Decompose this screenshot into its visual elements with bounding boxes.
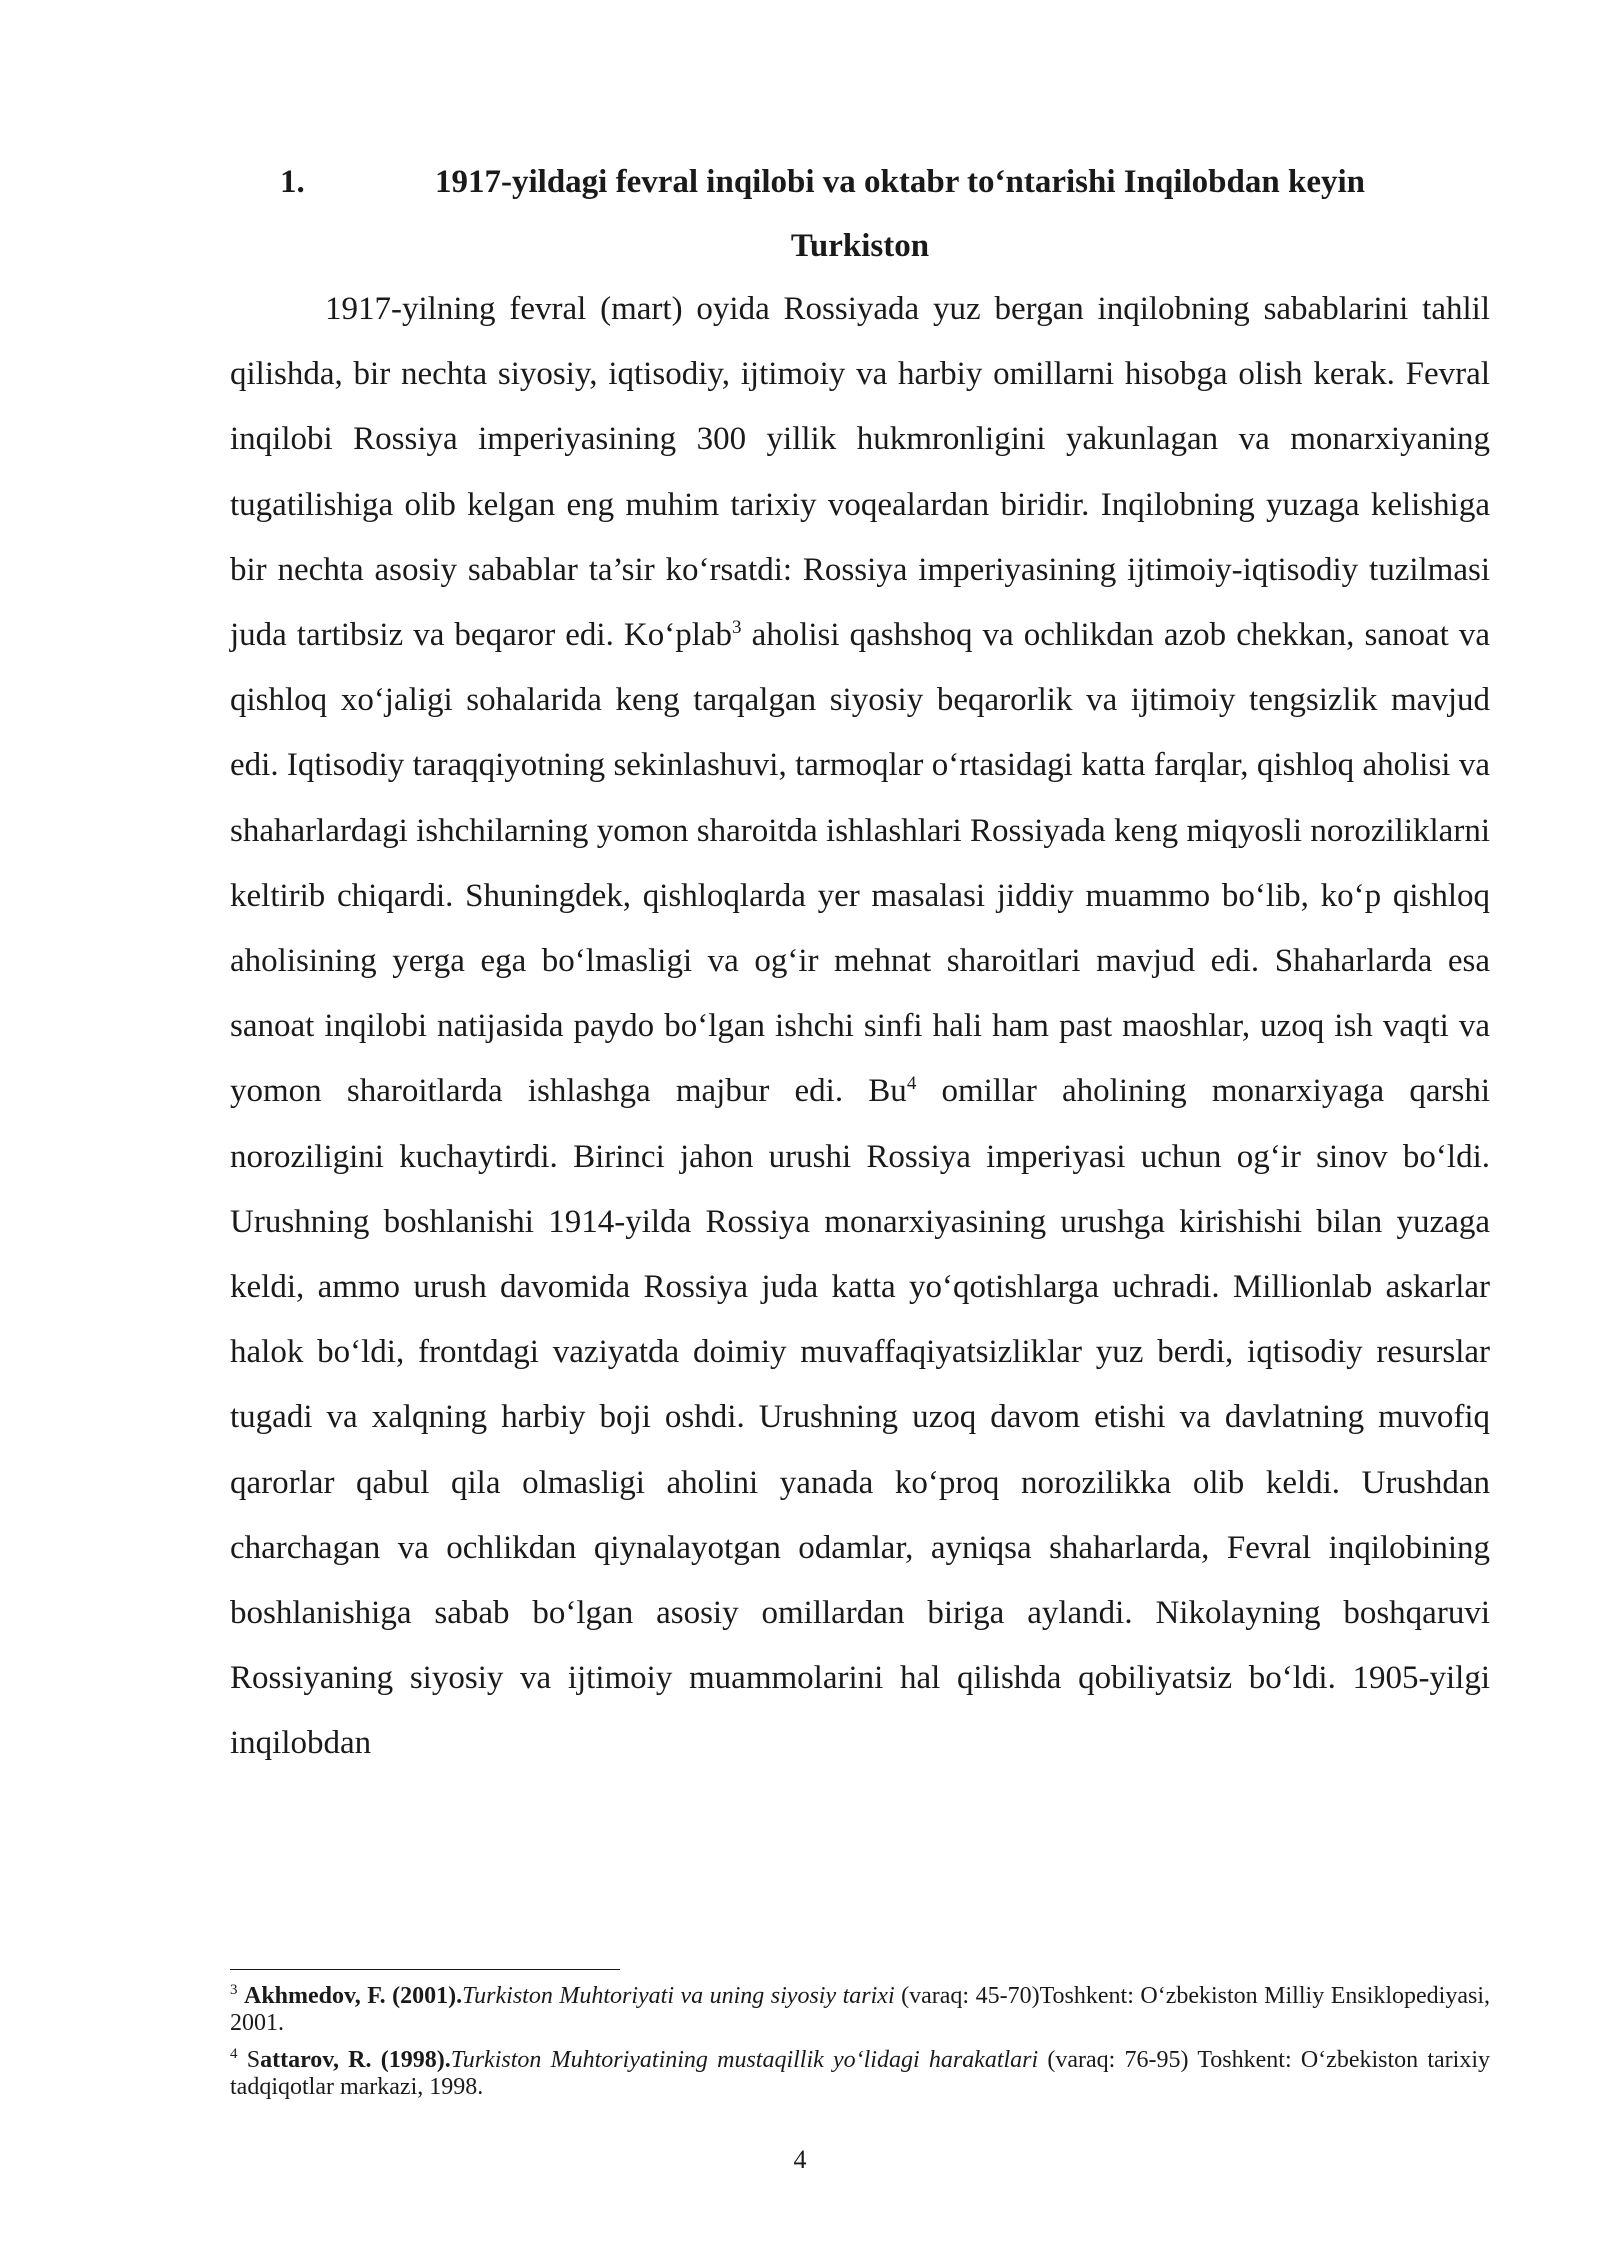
section-title-line-1: 1917-yildagi fevral inqilobi va oktabr to‘ntarishi Inqilobdan keyin xyxy=(435,164,1365,200)
text-segment: aholisi qashshoq va ochlikdan azob chekkan, sanoat va qishloq xo‘jaligi sohalarida keng tarqalgan siyosiy beqarorlik va ijtimoiy tengsizlik mavjud edi. Iqtisodiy taraqqiyotning sekinlashuvi, tarmoqlar o‘rtasidagi katta farqlar, qishloq aholisi va shaharlardagi ishchilarning yomon sharoitda ishlashlari Rossiyada keng miqyosli noroziliklarni keltirib chiqardi. Shuningdek, qishloqlarda yer masalasi jiddiy muammo bo‘lib, ko‘p qishloq aholisining yerga ega bo‘lmasligi va og‘ir mehnat sharoitlari mavjud edi. Shaharlarda esa sanoat inqilobi natijasida paydo bo‘lgan ishchi sinfi hali ham past maoshlar, uzoq ish vaqti va yomon sharoitlarda ishlashga majbur edi. Bu xyxy=(230,617,1490,1110)
footnote-number: 4 xyxy=(230,2046,238,2062)
footnote-number: 3 xyxy=(230,1982,238,1998)
page-number: 4 xyxy=(793,2145,807,2174)
section-title-line-2: Turkiston xyxy=(790,228,930,264)
section-number: 1. xyxy=(280,164,305,200)
footnote-ref[interactable]: 3 xyxy=(732,617,742,639)
footnote xyxy=(230,1983,1490,2037)
footnote-author: attarov, R. (1998). xyxy=(260,2047,451,2073)
footnote-title: Turkiston Muhtoriyatining mustaqillik yo‘lidagi harakatlari xyxy=(450,2047,1039,2073)
footnote-details: (varaq: 76-95) Toshkent: O‘zbekiston tarixiy tadqiqotlar markazi, 1998. xyxy=(230,2047,1490,2100)
footnote-ref[interactable]: 4 xyxy=(906,1073,917,1095)
footnote xyxy=(230,2047,1490,2101)
footnote-author-initial: S xyxy=(246,2047,261,2073)
text-segment: 1917-yilning fevral (mart) oyida Rossiyada yuz bergan inqilobning sabablarini tahlil qilishda, bir nechta siyosiy, iqtisodiy, ijtimoiy va harbiy omillarni hisobga olish kerak. Fevral inqilobi Rossiya imperiyasining 300 yillik hukmronligini yakunlagan va monarxiyaning tugatilishiga olib kelgan eng muhim tarixiy voqealardan biridir. Inqilobning yuzaga kelishiga bir nechta asosiy sabablar ta’sir ko‘rsatdi: Rossiya imperiyasining ijtimoiy-iqtisodiy tuzilmasi juda tartibsiz va beqaror edi. Ko‘plab xyxy=(230,291,1490,654)
footnotes xyxy=(230,1983,1490,2111)
section-heading xyxy=(230,150,1490,278)
paragraph xyxy=(230,277,1490,1777)
footnote-separator xyxy=(230,1969,620,1970)
body-paragraph xyxy=(230,277,1490,1777)
footnote-details: (varaq: 45-70)Toshkent: O‘zbekiston Milliy Ensiklopediyasi, 2001. xyxy=(230,1983,1491,2036)
footnote-title: Turkiston Muhtoriyati va uning siyosiy tarixi xyxy=(462,1983,895,2009)
text-segment: omillar aholining monarxiyaga qarshi noroziligini kuchaytirdi. Birinci jahon urushi Rossiya imperiyasi uchun og‘ir sinov bo‘ldi. Urushning boshlanishi 1914-yilda Rossiya monarxiyasining urushga kirishishi bilan yuzaga keldi, ammo urush davomida Rossiya juda katta yo‘qotishlarga uchradi. Millionlab askarlar halok bo‘ldi, frontdagi vaziyatda doimiy muvaffaqiyatsizliklar yuz berdi, iqtisodiy resurslar tugadi va xalqning harbiy boji oshdi. Urushning uzoq davom etishi va davlatning muvofiq qarorlar qabul qila olmasligi aholini yanada ko‘proq norozilikka olib keldi. Urushdan charchagan va ochlikdan qiynalayotgan odamlar, ayniqsa shaharlarda, Fevral inqilobining boshlanishiga sabab bo‘lgan asosiy omillardan biriga aylandi. Nikolayning boshqaruvi Rossiyaning siyosiy va ijtimoiy muammolarini hal qilishda qobiliyatsiz bo‘ldi. 1905-yilgi inqilobdan xyxy=(230,1073,1490,1762)
footnote-author: Akhmedov, F. (2001). xyxy=(244,1983,463,2009)
